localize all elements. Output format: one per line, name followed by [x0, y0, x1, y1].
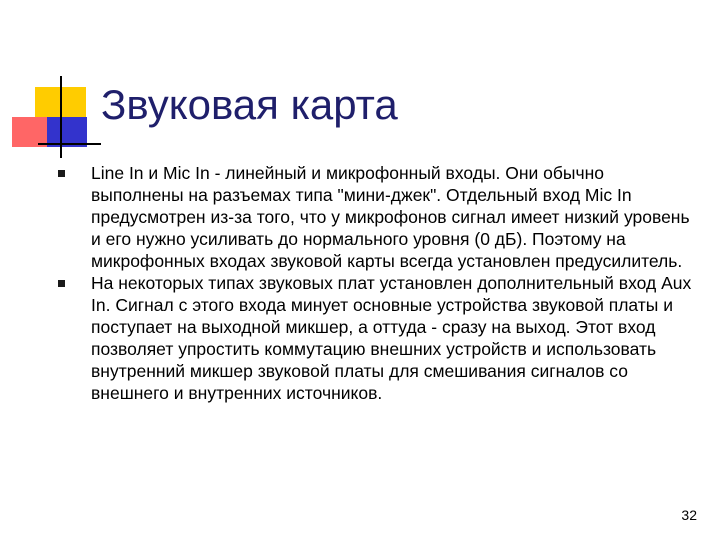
bullet-list [58, 162, 698, 404]
bullet-text: На некоторых типах звуковых плат установлен дополнительный вход Aux In. Сигнал с этого входа минует основные устройства звуковой платы и поступает на выходной микшер, а оттуда - сразу на выход. Этот вход позволяет упростить коммутацию внешних устройств и использовать внутренний микшер звуковой платы для смешивания сигналов со внешнего и внутренних источников. [91, 273, 692, 403]
bullet-item [58, 272, 698, 404]
corner-logo-decoration [0, 0, 110, 170]
slide-title: Звуковая карта [101, 81, 398, 128]
logo-horizontal-line [38, 143, 101, 145]
bullet-text: Line In и Mic In - линейный и микрофонный входы. Они обычно выполнены на разъемах типа "мини-джек". Отдельный вход Mic In предусмотрен из-за того, что у микрофонов сигнал имеет низкий уровень и его нужно усиливать до нормального уровня (0 дБ). Поэтому на микрофонных входах звуковой карты всегда установлен предусилитель. [91, 163, 690, 271]
square-bullet-icon [58, 170, 65, 177]
page-number: 32 [681, 507, 697, 523]
logo-vertical-line [60, 76, 62, 158]
square-bullet-icon [58, 280, 65, 287]
bullet-item [58, 162, 698, 272]
